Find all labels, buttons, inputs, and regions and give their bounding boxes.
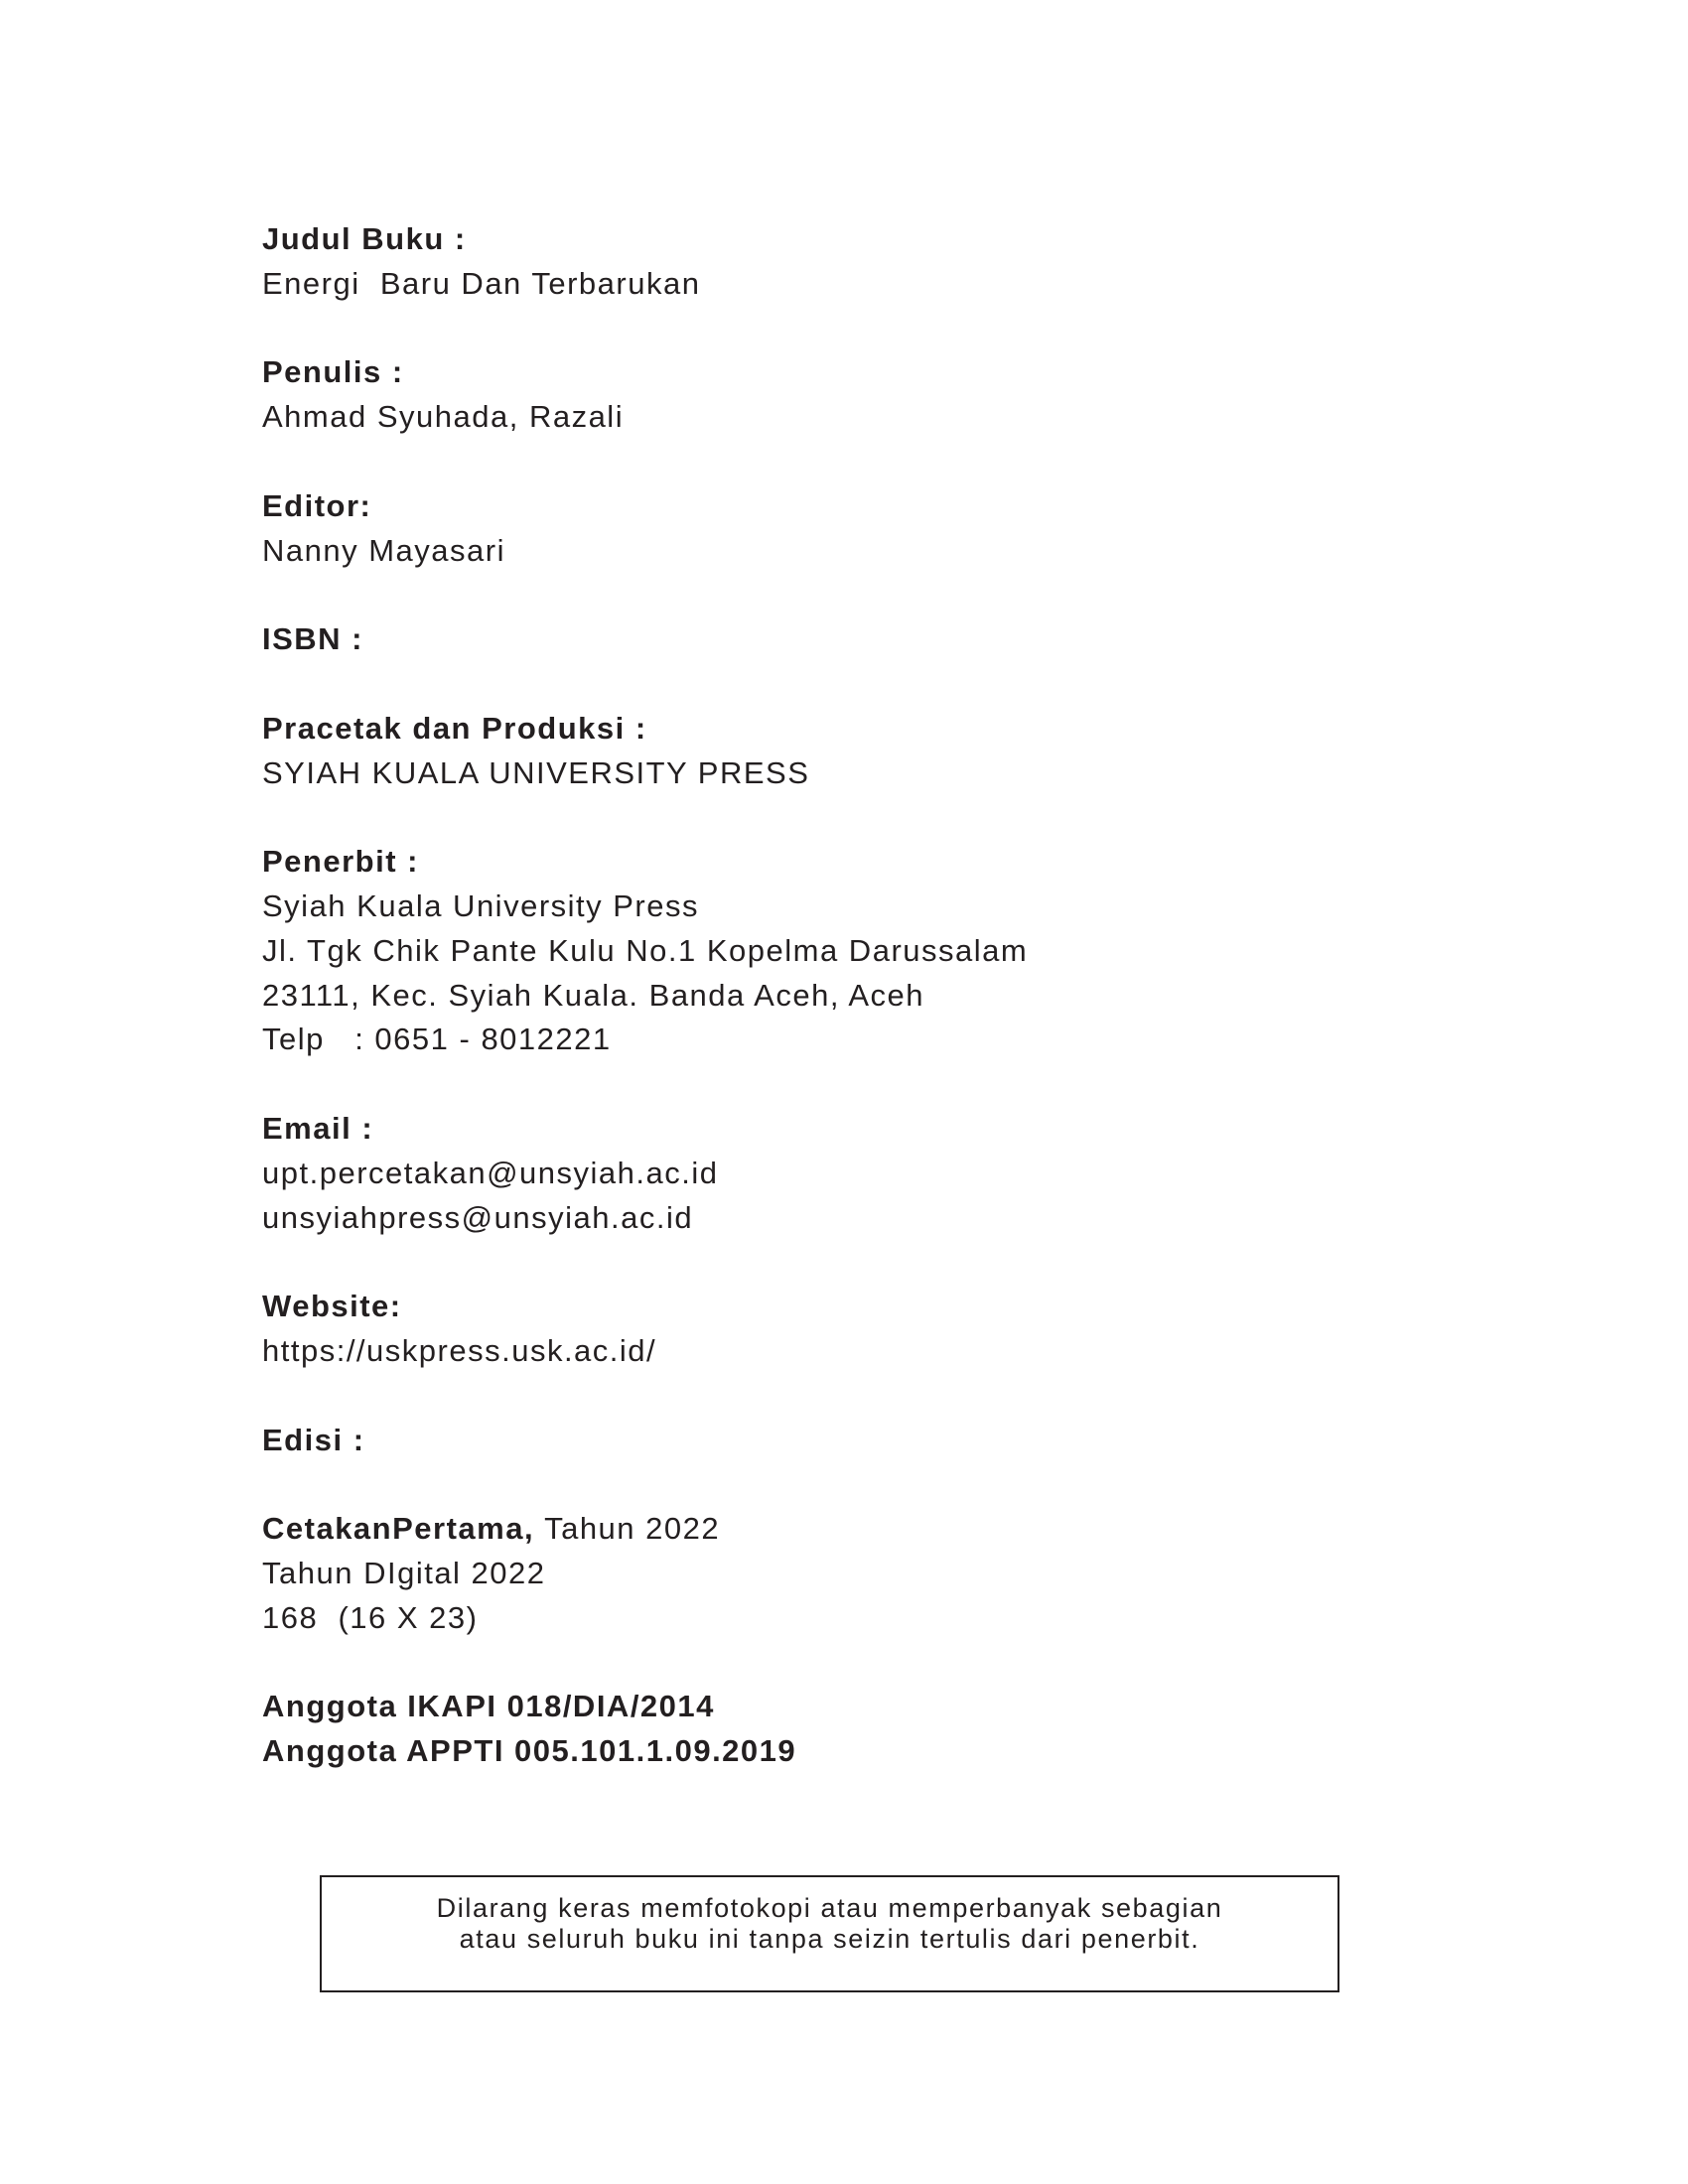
authors-value: Ahmad Syuhada, Razali: [262, 399, 625, 435]
website-label: Website:: [262, 1289, 402, 1324]
website-url: https://uskpress.usk.ac.id/: [262, 1332, 657, 1368]
membership-ikapi: Anggota IKAPI 018/DIA/2014: [262, 1689, 715, 1724]
imprint-page: [262, 217, 1454, 1819]
edition-section: [262, 1419, 1454, 1463]
email-address-press: unsyiahpress@unsyiah.ac.id: [262, 1199, 694, 1235]
email-label: Email :: [262, 1110, 374, 1146]
email-address-printing: upt.percetakan@unsyiah.ac.id: [262, 1155, 719, 1190]
publisher-name: Syiah Kuala University Press: [262, 887, 699, 923]
book-title-label: Judul Buku :: [262, 221, 467, 256]
first-print-year: Tahun 2022: [544, 1511, 721, 1547]
publisher-phone: Telp : 0651 - 8012221: [262, 1022, 612, 1057]
membership-appti: Anggota APPTI 005.101.1.09.2019: [262, 1733, 797, 1769]
book-title-section: [262, 217, 1454, 307]
prepress-section: [262, 707, 1454, 796]
copyright-notice-line-2: atau seluruh buku ini tanpa seizin tertulis dari penerbit.: [459, 1924, 1200, 1954]
editor-section: [262, 484, 1454, 574]
website-section: [262, 1285, 1454, 1374]
authors-section: [262, 350, 1454, 440]
memberships-section: [262, 1685, 1454, 1774]
publisher-label: Penerbit :: [262, 844, 419, 880]
edition-label: Edisi :: [262, 1422, 365, 1457]
prepress-label: Pracetak dan Produksi :: [262, 710, 647, 746]
first-print-line: [262, 1507, 1454, 1552]
prepress-value: SYIAH KUALA UNIVERSITY PRESS: [262, 754, 810, 790]
copyright-notice-box: [320, 1875, 1339, 1992]
book-title-value: Energi Baru Dan Terbarukan: [262, 265, 701, 301]
publisher-address-city: 23111, Kec. Syiah Kuala. Banda Aceh, Aceh: [262, 977, 925, 1013]
pages-and-size: 168 (16 X 23): [262, 1599, 479, 1635]
isbn-section: [262, 617, 1454, 662]
authors-label: Penulis :: [262, 354, 404, 390]
first-print-label: CetakanPertama,: [262, 1511, 535, 1547]
publisher-address-street: Jl. Tgk Chik Pante Kulu No.1 Kopelma Darussalam: [262, 932, 1029, 968]
copyright-notice-line-1: Dilarang keras memfotokopi atau memperbanyak sebagian: [436, 1893, 1223, 1923]
email-section: [262, 1107, 1454, 1240]
publisher-section: [262, 840, 1454, 1062]
digital-year: Tahun DIgital 2022: [262, 1555, 546, 1590]
isbn-label: ISBN :: [262, 621, 363, 657]
editor-value: Nanny Mayasari: [262, 532, 505, 568]
printing-section: [262, 1507, 1454, 1640]
editor-label: Editor:: [262, 487, 372, 523]
